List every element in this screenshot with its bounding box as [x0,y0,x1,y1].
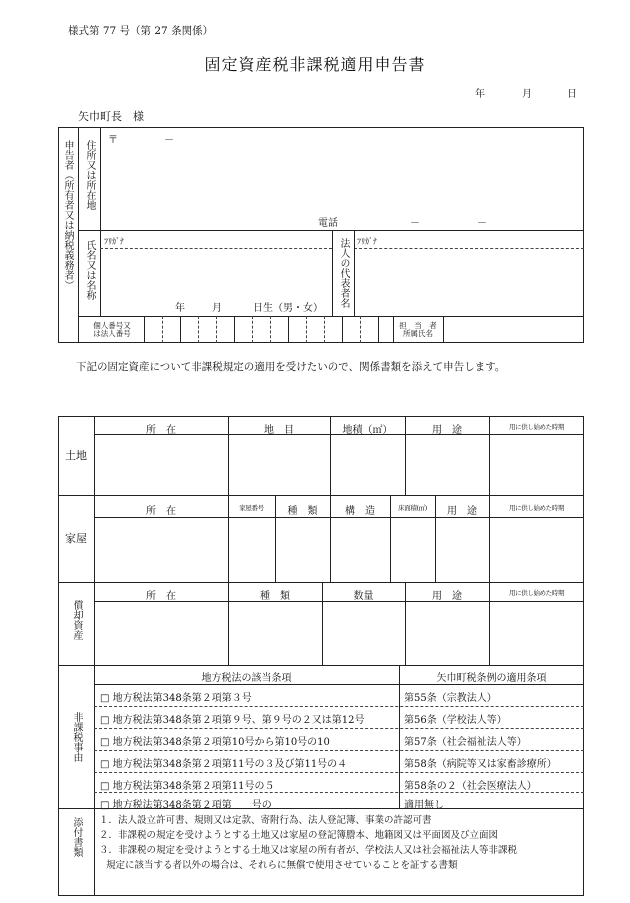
ordinance-article: 第58条（病院等又は家畜診療所） [404,759,557,770]
furigana-label: ﾌﾘｶﾞﾅ [104,237,124,246]
birth-year: 年 [175,303,185,314]
phone-dash-2: － [477,218,487,229]
land-col-use: 用 途 [432,425,462,436]
house-col-floor-area: 床面積(㎡) [398,504,427,512]
phone-dash-1: － [410,218,420,229]
house-col-start: 用に供し始めた時期 [509,504,564,512]
birth-day-sex: 日生（男・女） [253,303,323,314]
staff-label: 担 当 者 所属氏名 [399,320,437,338]
date-month: 月 [522,89,532,100]
land-col-area: 地積（㎡） [342,425,393,436]
date-year: 年 [475,89,485,100]
depreciable-label: 償却資産 [71,600,82,640]
representative-label: 法人の代表者名 [338,238,349,308]
form-title: 固定資産税非課税適用申告書 [204,55,426,74]
id-number-label: 個人番号又 は法人番号 [93,320,131,338]
attachment-item: 規定に該当する者以外の場合は、それらに無償で使用させていることを証する書類 [106,860,458,871]
land-label: 土地 [65,448,87,462]
furigana-label-2: ﾌﾘｶﾞﾅ [357,237,377,246]
house-label: 家屋 [65,531,87,545]
checkbox[interactable]: □ [100,715,110,726]
house-col-kind: 種 類 [287,506,318,517]
postal-mark: 〒 [108,135,118,146]
attachments-label: 添付書類 [71,817,82,857]
addressee: 矢巾町長 様 [78,110,144,123]
exemption-row[interactable]: □ 地方税法第348条第２項第10号から第10号の10 [100,737,330,748]
exemption-row[interactable]: □ 地方税法第348条第２項第 号の [100,800,272,811]
dep-col-location: 所 在 [146,591,176,602]
exemption-col-ordinance: 矢巾町税条例の適用条項 [436,673,547,684]
house-col-use: 用 途 [447,506,477,517]
exemption-row[interactable]: □ 地方税法第348条第２項第11号の３及び第11号の４ [100,759,348,770]
birth-month: 月 [212,303,222,314]
land-col-location: 所 在 [146,425,176,436]
ordinance-article: 第58条の２（社会医療法人） [404,781,537,792]
exemption-label: 非課税事由 [71,712,82,762]
attachment-item: ２．非課税の規定を受けようとする土地又は家屋の登記簿謄本、地籍図又は平面図及び立面図 [99,830,499,841]
phone-label: 電話 [318,218,338,229]
checkbox[interactable]: □ [100,759,110,770]
ordinance-article: 第55条（宗教法人） [404,693,497,704]
exemption-col-law: 地方税法の該当条項 [201,673,292,684]
land-col-start: 用に供し始めた時期 [509,423,564,431]
ordinance-article: 第56条（学校法人等） [404,715,507,726]
dep-col-use: 用 途 [432,591,462,602]
dep-col-quantity: 数量 [353,591,374,602]
exemption-row[interactable]: □ 地方税法第348条第２項第11号の５ [100,781,275,792]
address-label: 住所又は所在地 [84,140,95,210]
attachment-item: １．法人設立許可書、規則又は定款、寄附行為、法人登記簿、事業の許認可書 [99,815,432,826]
checkbox[interactable]: □ [100,737,110,748]
ordinance-article: 第57条（社会福祉法人等） [404,737,527,748]
statement: 下記の固定資産について非課税規定の適用を受けたいので、関係書類を添えて申告します。 [76,361,506,373]
dep-col-start: 用に供し始めた時期 [509,589,564,597]
house-col-number: 家屋番号 [239,504,264,512]
declarant-side-label: 申告者（所有者又は納税義務者） [62,140,73,290]
dep-col-kind: 種 類 [260,591,290,602]
attachment-item: ３．非課税の規定を受けようとする土地又は家屋の所有者が、学校法人又は社会福祉法人等非課税 [99,845,518,856]
land-col-category: 地 目 [264,425,294,436]
exemption-row[interactable]: □ 地方税法第348条第２項第３号 [100,693,252,704]
exemption-row[interactable]: □ 地方税法第348条第２項第９号、第９号の２又は第12号 [100,715,365,726]
name-label: 氏名又は名称 [84,240,95,300]
checkbox[interactable]: □ [100,693,110,704]
date-day: 日 [567,89,577,100]
form-number: 様式第 77 号（第 27 条関係） [68,25,214,37]
checkbox[interactable]: □ [100,800,110,811]
house-col-location: 所 在 [146,506,176,517]
house-col-structure: 構 造 [345,506,375,517]
checkbox[interactable]: □ [100,781,110,792]
postal-dash: － [164,135,174,146]
ordinance-article: 適用無し [404,800,444,811]
